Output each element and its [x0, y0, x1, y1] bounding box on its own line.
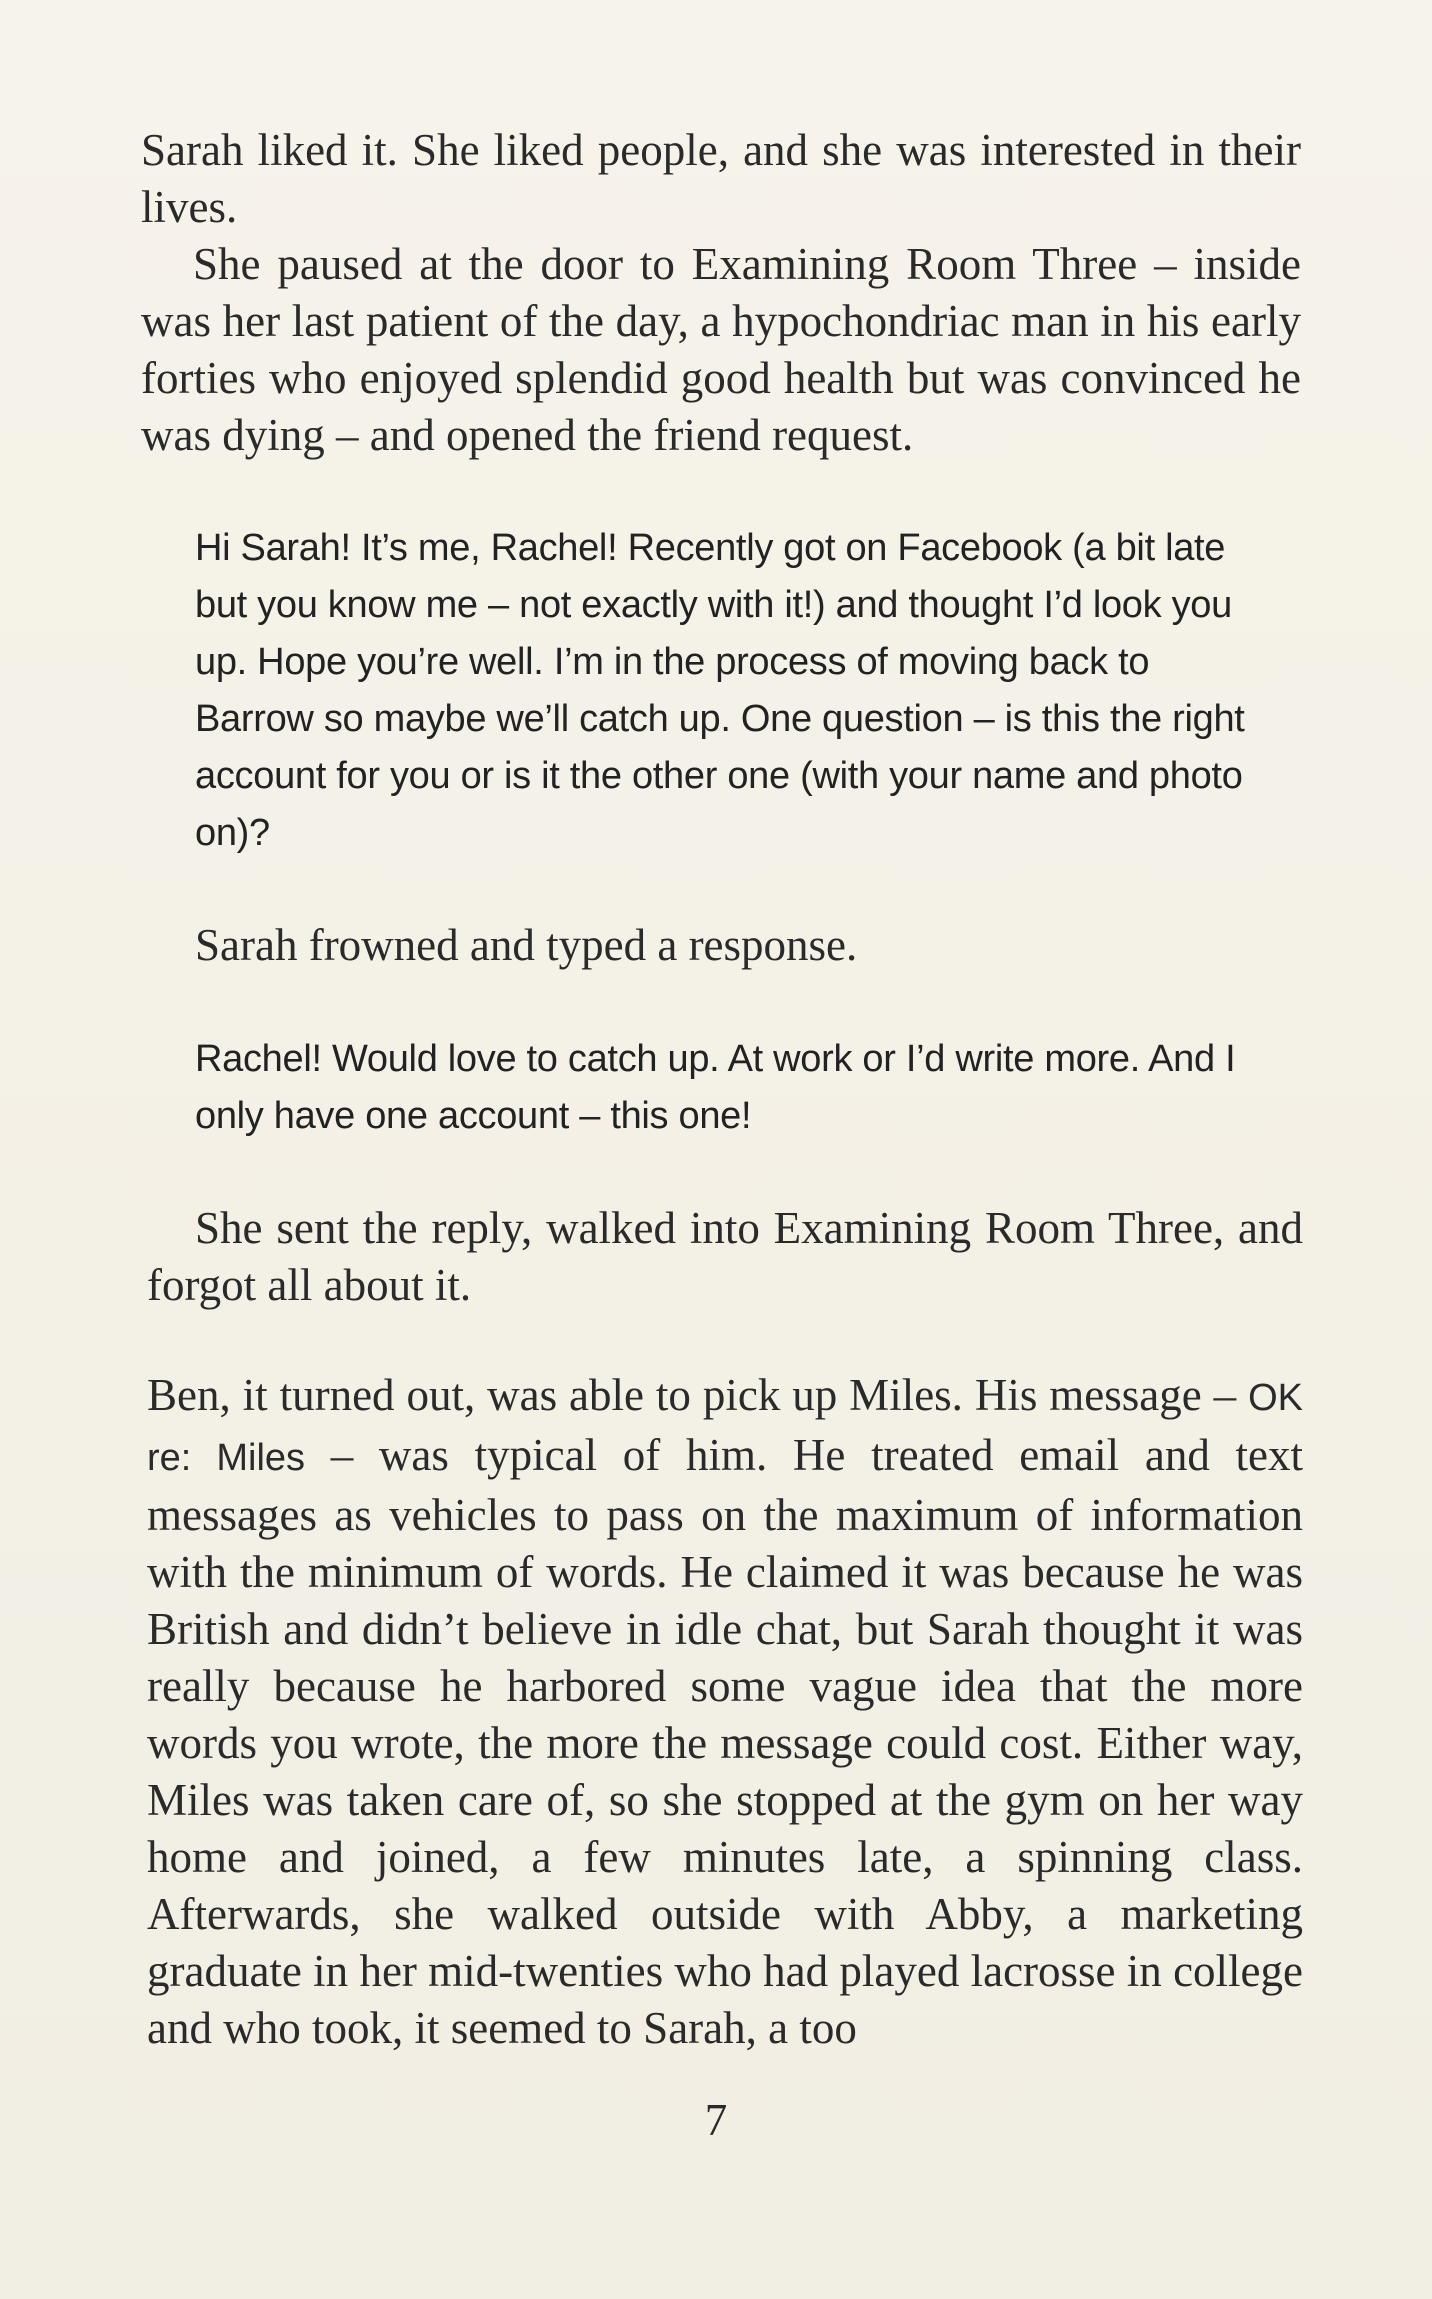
- paragraph-ben-rest: – was typical of him. He treated email and text messages as vehicles to pass on the maximum of information with the minimum of words. He claimed it was because he was British and didn’t believe in idle chat, but Sarah thought it was really because he harbored some vague idea that the more words you wrote, the more the message could cost. Either way, Miles was taken care of, so she stopped at the gym on her way home and joined, a few minutes late, a spinning class. Afterwards, she walked outside with Abby, a marketing graduate in her mid-twenties who had played lacrosse in college and who took, it seemed to Sarah, a too: [147, 1430, 1303, 2053]
- paragraph-sent-reply: She sent the reply, walked into Examining Room Three, and forgot all about it.: [147, 1203, 1303, 1310]
- facebook-reply-sarah: Rachel! Would love to catch up. At work or I’d write more. And I only have one account – this one!: [195, 1038, 1236, 1137]
- paragraph-ben-start: Ben, it turned out, was able to pick up Miles. His message –: [147, 1370, 1249, 1420]
- paragraph-intro: Sarah liked it. She liked people, and she was interested in their lives.: [141, 125, 1301, 232]
- paragraph-ben-miles: [147, 1367, 1303, 2057]
- paragraph-frowned: Sarah frowned and typed a response.: [195, 920, 858, 970]
- facebook-message-rachel: Hi Sarah! It’s me, Rachel! Recently got on Facebook (a bit late but you know me – not exactly with it!) and thought I’d look you up. Hope you’re well. I’m in the process of moving back to Barrow so maybe we’ll catch up. One question – is this the right account for you or is it the other one (with your name and photo on)?: [195, 527, 1245, 854]
- paragraph-examining-room: She paused at the door to Examining Room Three – inside was her last patient of the day, a hypochondriac man in his early forties who enjoyed splendid good health but was convinced he was dying – and opened the friend request.: [141, 239, 1301, 460]
- text-message-quote: OK re: Miles: [147, 1377, 1303, 1479]
- page-number: 7: [704, 2095, 728, 2145]
